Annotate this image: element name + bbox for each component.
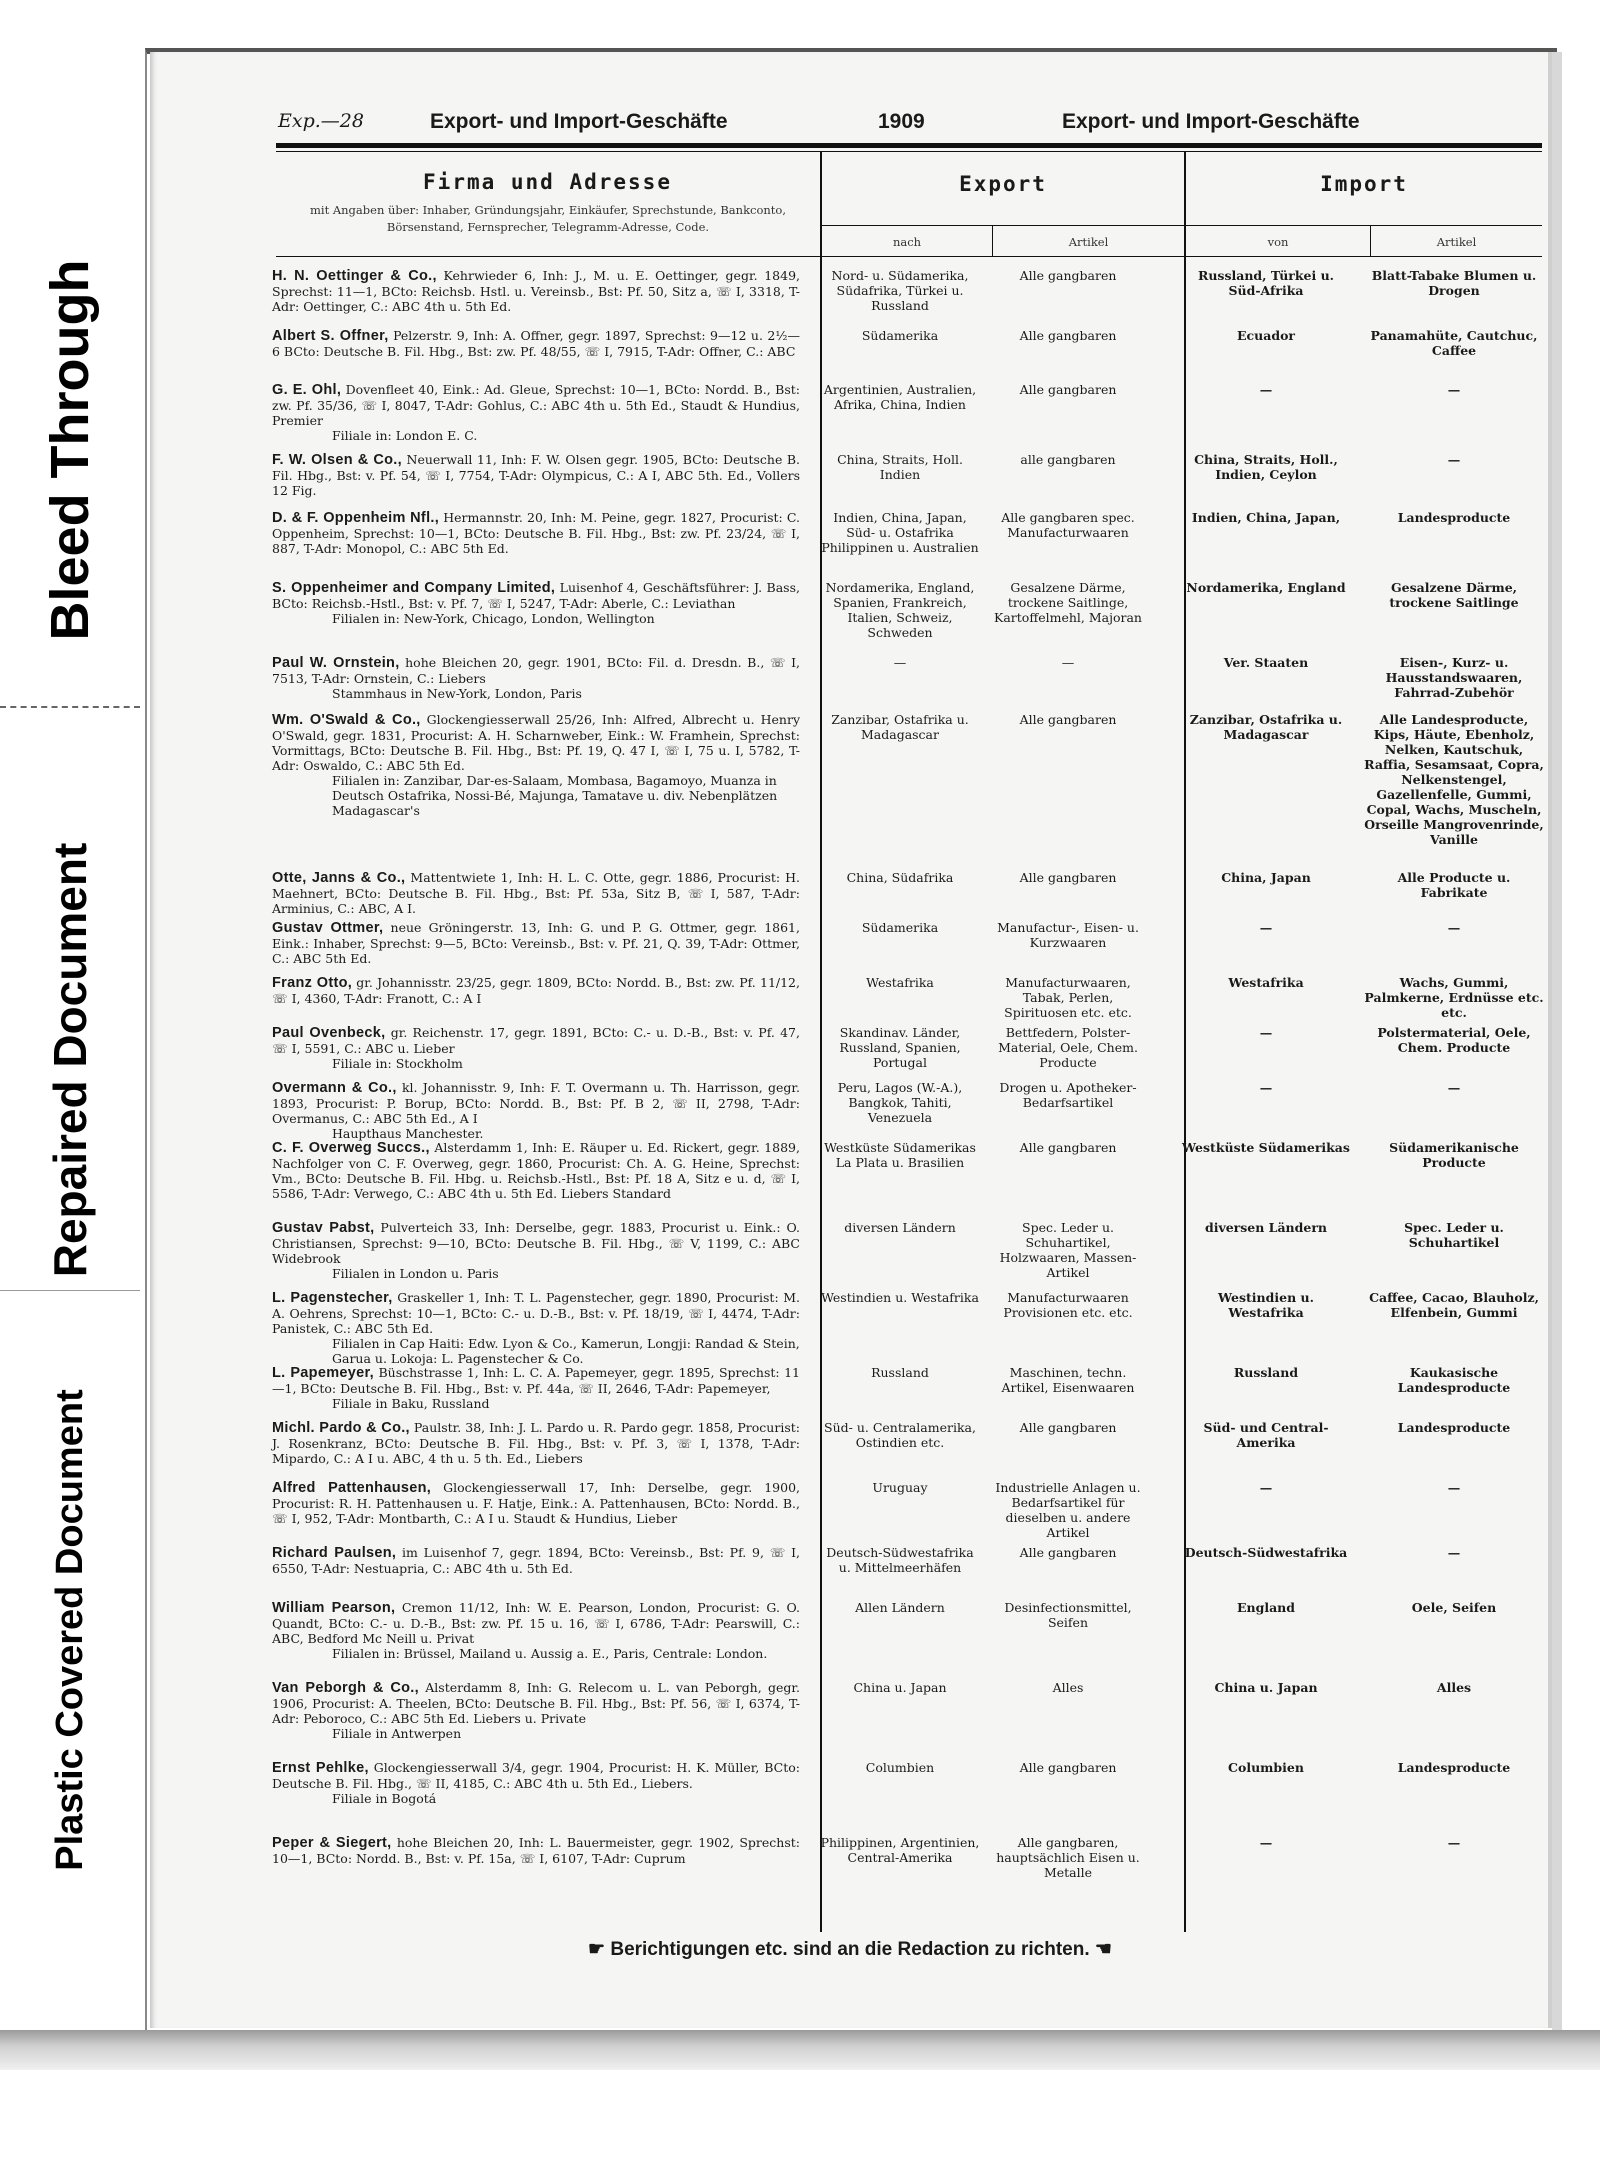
- firm-name: Alfred Pattenhausen,: [272, 1480, 432, 1496]
- import-articles: Landesproducte: [1397, 1760, 1511, 1775]
- export-destination: Peru, Lagos (W.-A.), Bangkok, Tahiti, Venezuela: [837, 1080, 963, 1125]
- firm-details: Glockengiesserwall 3/4, gegr. 1904, Procurist: H. K. Müller, BCto: Deutsche B. Fil. Hbg., ☏ II, 4185, C.: ABC 4th u. 5th Ed., Liebers.: [272, 1760, 801, 1791]
- export-destination: Philippinen, Argentinien, Central-Amerika: [820, 1835, 980, 1865]
- import-articles: Oele, Seifen: [1411, 1600, 1497, 1615]
- import-articles: Panamahüte, Cautchuc, Caffee: [1370, 328, 1538, 358]
- import-origin: Westküste Südamerikas: [1182, 1140, 1350, 1155]
- firm-branches: Filiale in: London E. C.: [332, 428, 478, 443]
- firm-name: Richard Paulsen,: [272, 1545, 397, 1561]
- firm-cell: [272, 1680, 800, 1741]
- export-destination: Deutsch-Südwestafrika u. Mittelmeerhäfen: [826, 1545, 974, 1575]
- import-origin: China, Straits, Holl., Indien, Ceylon: [1194, 452, 1338, 482]
- label-plastic-covered-document: Plastic Covered Document: [49, 1389, 91, 1871]
- export-destination: Westafrika: [866, 975, 934, 990]
- import-articles: —: [1447, 382, 1461, 397]
- firm-name: Gustav Ottmer,: [272, 920, 384, 936]
- import-origin: —: [1259, 1480, 1273, 1495]
- import-origin: Nordamerika, England: [1186, 580, 1346, 595]
- firm-cell: [272, 510, 800, 556]
- firm-description: [272, 268, 800, 314]
- column-header-firma-sub: mit Angaben über: Inhaber, Gründungsjahr, Einkäufer, Sprechstunde, Bankconto, Börsenstand, Fernsprecher, Telegramm-Adresse, Code.: [309, 203, 787, 234]
- firm-description: [272, 712, 800, 773]
- firm-cell: [272, 712, 800, 818]
- export-articles: Manufactur-, Eisen- u. Kurzwaaren: [997, 920, 1139, 950]
- firm-name: Paul W. Ornstein,: [272, 655, 400, 671]
- firm-cell: [272, 1290, 800, 1366]
- firm-description: [272, 1140, 800, 1201]
- export-destination: Russland: [871, 1365, 929, 1380]
- import-articles: Polstermaterial, Oele, Chem. Producte: [1377, 1025, 1531, 1055]
- firm-description: [272, 1220, 800, 1266]
- column-divider: [1184, 152, 1186, 1932]
- firm-name: F. W. Olsen & Co.,: [272, 452, 402, 468]
- import-articles: Spec. Leder u. Schuhartikel: [1404, 1220, 1504, 1250]
- firm-cell: [272, 1480, 800, 1526]
- column-header-von: von: [1267, 235, 1289, 249]
- pointing-hand-left-icon: ☛: [588, 1939, 606, 1960]
- import-origin: Indien, China, Japan,: [1191, 510, 1341, 525]
- firm-name: Albert S. Offner,: [272, 328, 389, 344]
- import-articles: Alle Landesproducte, Kips, Häute, Ebenholz, Nelken, Kautschuk, Raffia, Sesamsaat, Copra, Nelkenstengel, Gazellenfelle, Gummi, Copal, Wachs, Muscheln, Orseille Mangrovenrinde, Vanille: [1364, 712, 1544, 847]
- firm-branches: Filiale in: Stockholm: [332, 1056, 463, 1071]
- export-destination: China, Südafrika: [846, 870, 954, 885]
- export-destination: Uruguay: [872, 1480, 928, 1495]
- export-articles: Bettfedern, Polster-Material, Oele, Chem. Producte: [998, 1025, 1138, 1070]
- firm-details: Luisenhof 4, Geschäftsführer: J. Bass, BCto: Reichsb.-Hstl., Bst: v. Pf. 7, ☏ I, 5247, T-Adr: Aberle, C.: Leviathan: [272, 580, 800, 611]
- import-origin: China, Japan: [1221, 870, 1311, 885]
- import-articles: Caffee, Cacao, Blauholz, Elfenbein, Gummi: [1369, 1290, 1539, 1320]
- firm-name: Van Peborgh & Co.,: [272, 1680, 419, 1696]
- import-articles: Landesproducte: [1397, 510, 1511, 525]
- firm-name: L. Papemeyer,: [272, 1365, 374, 1381]
- export-articles: Alle gangbaren: [1019, 328, 1117, 343]
- firm-cell: [272, 975, 800, 1006]
- firm-cell: [272, 1080, 800, 1141]
- export-articles: Alle gangbaren: [1019, 1140, 1117, 1155]
- import-articles: Alles: [1436, 1680, 1472, 1695]
- footer-note: [400, 1938, 1300, 1961]
- export-articles: Drogen u. Apotheker-Bedarfsartikel: [999, 1080, 1137, 1110]
- export-articles: Alles: [1052, 1680, 1084, 1695]
- import-articles: —: [1447, 1080, 1461, 1095]
- firm-branches: Filialen in: New-York, Chicago, London, Wellington: [332, 611, 655, 626]
- import-origin: Russland: [1233, 1365, 1299, 1380]
- firm-details: Glockengiesserwall 25/26, Inh: Alfred, Albrecht u. Henry O'Swald, gegr. 1831, Procurist: A. H. Scharnweber, Eink.: W. Framhein, Sprechst: Vormittags, BCto: Deutsche B. Fil. Hbg., Bst: Pf. 19, Q. 47 I, ☏ I, 75 u. I, 5782, T-Adr: Oswaldo, C.: ABC 5th Ed.: [272, 712, 801, 773]
- export-articles: Manufacturwaaren Provisionen etc. etc.: [1003, 1290, 1133, 1320]
- firm-details: Dovenfleet 40, Eink.: Ad. Gleue, Sprechst: 10—1, BCto: Nordd. B., Bst: zw. Pf. 35/36, ☏ I, 8047, T-Adr: Gohlus, C.: ABC 4th u. 5th Ed., Staudt & Hundius, Premier: [272, 382, 800, 428]
- firm-cell: [272, 1220, 800, 1281]
- firm-description: [272, 510, 800, 556]
- firm-description: [272, 1545, 800, 1576]
- firm-name: Peper & Siegert,: [272, 1835, 392, 1851]
- export-articles: Industrielle Anlagen u. Bedarfsartikel für dieselben u. andere Artikel: [995, 1480, 1141, 1540]
- firm-description: [272, 975, 800, 1006]
- firm-cell: [272, 1760, 800, 1806]
- import-origin: Russland, Türkei u. Süd-Afrika: [1197, 268, 1335, 298]
- import-articles: Wachs, Gummi, Palmkerne, Erdnüsse etc. etc.: [1364, 975, 1544, 1020]
- sidebar-divider: [0, 706, 140, 708]
- firm-name: Paul Ovenbeck,: [272, 1025, 386, 1041]
- export-destination: Nord- u. Südamerika, Südafrika, Türkei u. Russland: [831, 268, 969, 313]
- firm-cell: [272, 1025, 800, 1071]
- header-subrule: [822, 225, 1542, 226]
- firm-branches: Filialen in: Zanzibar, Dar-es-Salaam, Mombasa, Bagamoyo, Muanza in Deutsch Ostafrika, Nossi-Bé, Majunga, Tamatave u. div. Nebenplätzen Madagascar's: [332, 773, 778, 818]
- export-articles: Alle gangbaren: [1019, 382, 1117, 397]
- import-articles: —: [1447, 920, 1461, 935]
- export-destination: Indien, China, Japan, Süd- u. Ostafrika Philippinen u. Australien: [821, 510, 979, 555]
- bottom-shadow: [0, 2030, 1600, 2070]
- export-destination: Allen Ländern: [855, 1600, 945, 1615]
- firm-name: G. E. Ohl,: [272, 382, 342, 398]
- import-articles: Blatt-Tabake Blumen u. Drogen: [1371, 268, 1537, 298]
- export-articles: Alle gangbaren: [1019, 870, 1117, 885]
- header-right-title: Export- und Import-Geschäfte: [1062, 110, 1360, 133]
- firm-branches: Filiale in Bogotá: [332, 1791, 437, 1806]
- import-articles: Gesalzene Därme, trockene Saitlinge: [1389, 580, 1519, 610]
- import-origin: Ecuador: [1237, 328, 1295, 343]
- export-articles: Maschinen, techn. Artikel, Eisenwaaren: [1001, 1365, 1135, 1395]
- firm-name: Gustav Pabst,: [272, 1220, 375, 1236]
- import-origin: Süd- und Central-Amerika: [1203, 1420, 1329, 1450]
- firm-details: Neuerwall 11, Inh: F. W. Olsen gegr. 1905, BCto: Deutsche B. Fil. Hbg., Bst: v. Pf. 54, ☏ I, 7754, T-Adr: Olympicus, C.: A I, ABC 5th. Ed., Vollers 12 Fig.: [272, 452, 801, 498]
- export-destination: China u. Japan: [853, 1680, 947, 1695]
- header-year: 1909: [878, 110, 925, 133]
- firm-name: L. Pagenstecher,: [272, 1290, 393, 1306]
- export-destination: Nordamerika, England, Spanien, Frankreich, Italien, Schweiz, Schweden: [825, 580, 975, 640]
- firm-cell: [272, 1545, 800, 1576]
- import-articles: Kaukasische Landesproducte: [1397, 1365, 1511, 1395]
- import-articles: Südamerikanische Producte: [1389, 1140, 1519, 1170]
- firm-details: Glockengiesserwall 17, Inh: Derselbe, gegr. 1900, Procurist: R. H. Pattenhausen u. F. Hatje, Eink.: A. Pattenhausen, BCto: Nordd. B., ☏ I, 952, T-Adr: Montbarth, C.: A I u. Staudt & Hundius, Lieber: [272, 1480, 800, 1526]
- import-articles: Eisen-, Kurz- u. Hausstandswaaren, Fahrrad-Zubehör: [1385, 655, 1523, 700]
- header-rule: [276, 143, 1542, 148]
- header-bottom-rule: [276, 256, 1542, 257]
- firm-name: Michl. Pardo & Co.,: [272, 1420, 410, 1436]
- firm-description: [272, 580, 800, 611]
- firm-name: Ernst Pehlke,: [272, 1760, 369, 1776]
- export-destination: China, Straits, Holl. Indien: [837, 452, 963, 482]
- export-articles: Alle gangbaren: [1019, 268, 1117, 283]
- firm-details: neue Gröningerstr. 13, Inh: G. und P. G. Ottmer, gegr. 1861, Eink.: Inhaber, Sprechst: 9—5, BCto: Vereinsb., Bst: v. Pf. 21, Q. 39, T-Adr: Ottmer, C.: ABC 5th Ed.: [272, 920, 800, 966]
- page-number: Exp.—28: [278, 110, 364, 132]
- export-destination: Westküste Südamerikas La Plata u. Brasilien: [824, 1140, 976, 1170]
- header-left-title: Export- und Import-Geschäfte: [430, 110, 728, 133]
- export-destination: Columbien: [865, 1760, 935, 1775]
- page-edge: [1552, 52, 1562, 2032]
- column-header-artikel-export: Artikel: [1068, 235, 1109, 249]
- firm-description: [272, 1420, 800, 1466]
- firm-description: [272, 382, 800, 428]
- pointing-hand-right-icon: ☚: [1094, 1939, 1112, 1960]
- import-articles: —: [1447, 452, 1461, 467]
- export-articles: Alle gangbaren: [1019, 1420, 1117, 1435]
- export-articles: Alle gangbaren spec. Manufacturwaaren: [1001, 510, 1135, 540]
- sidebar: [0, 0, 140, 2177]
- import-origin: Deutsch-Südwestafrika: [1184, 1545, 1348, 1560]
- import-origin: —: [1259, 1835, 1273, 1850]
- firm-description: [272, 1080, 800, 1126]
- firm-name: H. N. Oettinger & Co.,: [272, 268, 437, 284]
- firm-description: [272, 328, 800, 359]
- footer-text: Berichtigungen etc. sind an die Redaction zu richten.: [610, 1939, 1090, 1960]
- export-articles: Alle gangbaren, hauptsächlich Eisen u. Metalle: [996, 1835, 1140, 1880]
- firm-description: [272, 920, 800, 966]
- export-articles: Gesalzene Därme, trockene Saitlinge, Kartoffelmehl, Majoran: [994, 580, 1142, 625]
- firm-cell: [272, 580, 800, 626]
- firm-details: Paulstr. 38, Inh: J. L. Pardo u. R. Pardo gegr. 1858, Procurist: J. Rosenkranz, BCto: Deutsche B. Fil. Hbg., Bst: v. Pf. 3, ☏ I, 1378, T-Adr: Mipardo, C.: A I u. ABC, 4 th u. 5 th. Ed., Liebers: [272, 1420, 800, 1466]
- import-origin: —: [1259, 1025, 1273, 1040]
- column-header-firma: Firma und Adresse: [423, 170, 672, 194]
- header-rule-thin: [276, 151, 1542, 152]
- firm-details: Alsterdamm 8, Inh: G. Relecom u. L. van Peborgh, gegr. 1906, Procurist: A. Theelen, BCto: Deutsche B. Fil. Hbg., Bst: Pf. 56, ☏ I, 6374, T-Adr: Peboroco, C.: ABC 5th Ed. Liebers u. Private: [272, 1680, 800, 1726]
- export-articles: Alle gangbaren: [1019, 1760, 1117, 1775]
- firm-name: William Pearson,: [272, 1600, 396, 1616]
- import-origin: China u. Japan: [1214, 1680, 1318, 1695]
- firm-cell: [272, 1835, 800, 1866]
- export-destination: Süd- u. Centralamerika, Ostindien etc.: [824, 1420, 976, 1450]
- firm-description: [272, 870, 800, 916]
- column-header-import: Import: [1320, 172, 1408, 196]
- firm-branches: Filiale in Baku, Russland: [332, 1396, 490, 1411]
- firm-name: Wm. O'Swald & Co.,: [272, 712, 421, 728]
- export-articles: —: [1061, 655, 1075, 670]
- export-destination: Argentinien, Australien, Afrika, China, Indien: [823, 382, 977, 412]
- firm-name: Franz Otto,: [272, 975, 353, 991]
- firm-details: Hermannstr. 20, Inh: M. Peine, gegr. 1827, Procurist: C. Oppenheim, Sprechst: 10—1, BCto: Deutsche B. Fil. Hbg., Bst: zw. Pf. 23/24, ☏ I, 887, T-Adr: Monopol, C.: ABC 5th Ed.: [272, 510, 800, 556]
- export-articles: Desinfectionsmittel, Seifen: [1004, 1600, 1132, 1630]
- export-articles: Spec. Leder u. Schuhartikel, Holzwaaren, Massen-Artikel: [999, 1220, 1137, 1280]
- firm-branches: Filialen in: Brüssel, Mailand u. Aussig a. E., Paris, Centrale: London.: [332, 1646, 768, 1661]
- firm-branches: Haupthaus Manchester.: [332, 1126, 484, 1141]
- firm-branches: Filiale in Antwerpen: [332, 1726, 462, 1741]
- firm-details: Pulverteich 33, Inh: Derselbe, gegr. 1883, Procurist u. Eink.: O. Christiansen, Sprechst: 9—10, BCto: Deutsche B. Fil. Hbg., ☏ V, 1199, C.: ABC Widebrook: [272, 1220, 800, 1266]
- firm-details: Graskeller 1, Inh: T. L. Pagenstecher, gegr. 1890, Procurist: M. A. Oehrens, Sprechst: 10—1, BCto: C.- u. D.-B., Bst: v. Pf. 18/19, ☏ I, 4474, T-Adr: Panistek, C.: ABC 5th Ed.: [272, 1290, 800, 1336]
- firm-branches: Stammhaus in New-York, London, Paris: [332, 686, 582, 701]
- label-repaired-document: Repaired Document: [44, 842, 96, 1278]
- firm-cell: [272, 655, 800, 701]
- firm-details: gr. Reichenstr. 17, gegr. 1891, BCto: C.- u. D.-B., Bst: v. Pf. 47, ☏ I, 5591, C.: ABC u. Lieber: [272, 1025, 800, 1056]
- firm-branches: Filialen in Cap Haiti: Edw. Lyon & Co., Kamerun, Longji: Randad & Stein, Garua u. Lokoja: L. Pagenstecher & Co.: [332, 1336, 800, 1366]
- import-origin: Westindien u. Westafrika: [1218, 1290, 1314, 1320]
- export-articles: Alle gangbaren: [1019, 1545, 1117, 1560]
- firm-details: Cremon 11/12, Inh: W. E. Pearson, London, Procurist: G. O. Quandt, BCto: C.- u. D.-B., Bst: zw. Pf. 15 u. 16, ☏ I, 6786, T-Adr: Pearswill, C.: ABC, Bedford Mc Neill u. Privat: [272, 1600, 800, 1646]
- import-origin: Ver. Staaten: [1223, 655, 1309, 670]
- import-origin: —: [1259, 1080, 1273, 1095]
- firm-cell: [272, 1140, 800, 1201]
- firm-name: Otte, Janns & Co.,: [272, 870, 406, 886]
- import-origin: diversen Ländern: [1204, 1220, 1328, 1235]
- export-destination: —: [893, 655, 907, 670]
- firm-cell: [272, 1600, 800, 1661]
- firm-description: [272, 1290, 800, 1336]
- import-origin: Columbien: [1228, 1760, 1304, 1775]
- sidebar-divider: [0, 1290, 140, 1291]
- firm-cell: [272, 1420, 800, 1466]
- column-header-nach: nach: [892, 235, 922, 249]
- firm-description: [272, 1480, 800, 1526]
- import-articles: Landesproducte: [1397, 1420, 1511, 1435]
- firm-cell: [272, 382, 800, 443]
- firm-details: Pelzerstr. 9, Inh: A. Offner, gegr. 1897, Sprechst: 9—12 u. 2½—6 BCto: Deutsche B. Fil. Hbg., Bst: zw. Pf. 48/55, ☏ I, 7915, T-Adr: Offner, C.: ABC: [272, 328, 800, 359]
- firm-details: gr. Johannisstr. 23/25, gegr. 1809, BCto: Nordd. B., Bst: zw. Pf. 11/12, ☏ I, 4360, T-Adr: Franott, C.: A I: [272, 975, 800, 1006]
- firm-cell: [272, 268, 800, 314]
- firm-details: im Luisenhof 7, gegr. 1894, BCto: Vereinsb., Bst: Pf. 9, ☏ I, 6550, T-Adr: Nestuapria, C.: ABC 4th u. 5th Ed.: [272, 1545, 800, 1576]
- column-header-artikel-import: Artikel: [1436, 235, 1477, 249]
- column-header-export: Export: [959, 172, 1047, 196]
- firm-details: Büschstrasse 1, Inh: L. C. A. Papemeyer, gegr. 1895, Sprechst: 11—1, BCto: Deutsche B. Fil. Hbg., Bst: v. Pf. 44a, ☏ II, 2646, T-Adr: Papemeyer,: [272, 1365, 800, 1396]
- firm-name: C. F. Overweg Succs.,: [272, 1140, 430, 1156]
- export-destination: Skandinav. Länder, Russland, Spanien, Portugal: [839, 1025, 961, 1070]
- firm-description: [272, 1025, 800, 1056]
- import-articles: —: [1447, 1480, 1461, 1495]
- firm-cell: [272, 1365, 800, 1411]
- import-origin: Zanzibar, Ostafrika u. Madagascar: [1189, 712, 1343, 742]
- export-destination: diversen Ländern: [844, 1220, 956, 1235]
- firm-description: [272, 452, 800, 498]
- firm-cell: [272, 328, 800, 359]
- firm-details: Alsterdamm 1, Inh: E. Räuper u. Ed. Rickert, gegr. 1889, Nachfolger von C. F. Overweg, gegr. 1860, Procurist: Ch. A. G. Heine, Sprechst: Vm., BCto: Deutsche B. Fil. Hbg. u. Reichsb.-Hstl., Bst: Pf. 18 A, Sitz e u. d, ☏ I, 5586, T-Adr: Verwego, C.: ABC 4th u. 5th Ed. Liebers Standard: [272, 1140, 800, 1201]
- import-origin: England: [1236, 1600, 1296, 1615]
- firm-description: [272, 1365, 800, 1396]
- import-articles: —: [1447, 1545, 1461, 1560]
- firm-description: [272, 1760, 800, 1791]
- import-origin: —: [1259, 382, 1273, 397]
- firm-name: Overmann & Co.,: [272, 1080, 397, 1096]
- export-articles: alle gangbaren: [1020, 452, 1116, 467]
- import-articles: —: [1447, 1835, 1461, 1850]
- import-origin: Westafrika: [1228, 975, 1304, 990]
- export-destination: Zanzibar, Ostafrika u. Madagascar: [831, 712, 969, 742]
- firm-description: [272, 1835, 800, 1866]
- firm-description: [272, 1600, 800, 1646]
- export-articles: Manufacturwaaren, Tabak, Perlen, Spirituosen etc. etc.: [1004, 975, 1132, 1020]
- firm-details: Mattentwiete 1, Inh: H. L. C. Otte, gegr. 1886, Procurist: H. Maehnert, BCto: Deutsche B. Fil. Hbg., Bst: Pf. 53a, Sitz B, ☏ I, 587, T-Adr: Arminius, C.: ABC, A I.: [272, 870, 801, 916]
- firm-details: hohe Bleichen 20, gegr. 1901, BCto: Fil. d. Dresdn. B., ☏ I, 7513, T-Adr: Ornstein, C.: Liebers: [272, 655, 801, 686]
- import-articles: Alle Producte u. Fabrikate: [1397, 870, 1511, 900]
- firm-cell: [272, 870, 800, 916]
- firm-branches: Filialen in London u. Paris: [332, 1266, 499, 1281]
- export-destination: Südamerika: [861, 328, 939, 343]
- export-articles: Alle gangbaren: [1019, 712, 1117, 727]
- firm-details: Kehrwieder 6, Inh: J., M. u. E. Oettinger, gegr. 1849, Sprechst: 11—1, BCto: Reichsb. Hstl. u. Vereinsb., Bst: Pf. 50, Sitz a, ☏ I, 3318, T-Adr: Oettinger, C.: ABC 4th u. 5th Ed.: [272, 268, 800, 314]
- firm-cell: [272, 452, 800, 498]
- export-destination: Westindien u. Westafrika: [821, 1290, 979, 1305]
- firm-name: S. Oppenheimer and Company Limited,: [272, 580, 556, 596]
- label-bleed-through: Bleed Through: [40, 259, 100, 641]
- firm-description: [272, 1680, 800, 1726]
- firm-description: [272, 655, 800, 686]
- firm-name: D. & F. Oppenheim Nfl.,: [272, 510, 440, 526]
- firm-details: kl. Johannisstr. 9, Inh: F. T. Overmann u. Th. Harrisson, gegr. 1893, Procurist: P. Borup, BCto: Nordd. B., Bst: Pf. B 2, ☏ II, 2798, T-Adr: Overmanus, C.: ABC 5th Ed., A I: [272, 1080, 800, 1126]
- firm-details: hohe Bleichen 20, Inh: L. Bauermeister, gegr. 1902, Sprechst: 10—1, BCto: Nordd. B., Bst: v. Pf. 15a, ☏ I, 6107, T-Adr: Cuprum: [272, 1835, 800, 1866]
- import-origin: —: [1259, 920, 1273, 935]
- export-destination: Südamerika: [861, 920, 939, 935]
- firm-cell: [272, 920, 800, 966]
